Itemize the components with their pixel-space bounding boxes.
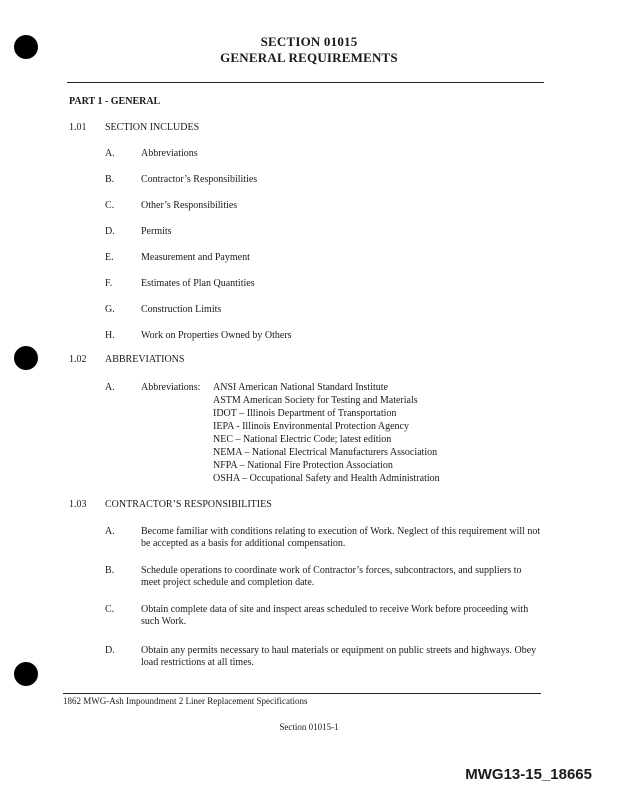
- section-number: 1.01: [69, 122, 87, 133]
- abbreviation-entry: ANSI American National Standard Institute: [213, 382, 388, 393]
- item-text: Construction Limits: [141, 304, 222, 315]
- item-letter: B.: [105, 174, 115, 185]
- header-divider: [67, 82, 544, 83]
- paragraph-text: Obtain any permits necessary to haul materials or equipment on public streets and highways. Obey load restrictions at all times.: [141, 645, 537, 668]
- binder-hole-icon: [14, 346, 38, 370]
- section-subtitle: GENERAL REQUIREMENTS: [220, 50, 398, 65]
- section-number: 1.03: [69, 499, 87, 510]
- abbreviation-entry: NEMA – National Electrical Manufacturers Association: [213, 447, 438, 458]
- section-number: 1.02: [69, 354, 87, 365]
- section-title: SECTION 01015: [260, 34, 358, 49]
- section-name: SECTION INCLUDES: [105, 122, 200, 133]
- paragraph-text: Become familiar with conditions relating to execution of Work. Neglect of this requirement will not be accepted as a basis for additional compensation.: [141, 526, 541, 549]
- abbreviation-entry: OSHA – Occupational Safety and Health Administration: [213, 473, 440, 484]
- item-text: Measurement and Payment: [141, 252, 250, 263]
- paragraph-text: Obtain complete data of site and inspect areas scheduled to receive Work before proceeding with such Work.: [141, 604, 529, 627]
- binder-hole-icon: [14, 662, 38, 686]
- footer-project-name: 1862 MWG-Ash Impoundment 2 Liner Replacement Specifications: [63, 696, 308, 706]
- item-letter: F.: [105, 278, 113, 289]
- item-letter: B.: [105, 565, 115, 576]
- item-letter: H.: [105, 330, 115, 341]
- item-letter: A.: [105, 148, 115, 159]
- footer-page-number: Section 01015-1: [279, 722, 339, 732]
- abbreviation-entry: NFPA – National Fire Protection Association: [213, 460, 393, 471]
- item-text: Contractor’s Responsibilities: [141, 174, 258, 185]
- abbreviation-entry: IDOT – Illinois Department of Transportation: [213, 408, 397, 419]
- footer-divider: [63, 693, 541, 694]
- item-letter: A.: [105, 382, 115, 393]
- item-letter: E.: [105, 252, 114, 263]
- bates-stamp: MWG13-15_18665: [465, 766, 592, 783]
- item-letter: G.: [105, 304, 115, 315]
- item-letter: A.: [105, 526, 115, 537]
- item-text: Abbreviations: [141, 148, 198, 159]
- abbreviations-label: Abbreviations:: [141, 382, 201, 393]
- item-text: Estimates of Plan Quantities: [141, 278, 255, 289]
- section-name: ABBREVIATIONS: [105, 354, 185, 365]
- item-letter: C.: [105, 200, 115, 211]
- section-name: CONTRACTOR’S RESPONSIBILITIES: [105, 499, 272, 510]
- item-text: Permits: [141, 226, 172, 237]
- abbreviation-entry: NEC – National Electric Code; latest edition: [213, 434, 392, 445]
- part-heading: PART 1 - GENERAL: [69, 96, 161, 107]
- item-letter: C.: [105, 604, 115, 615]
- abbreviation-entry: ASTM American Society for Testing and Materials: [213, 395, 418, 406]
- item-letter: D.: [105, 645, 115, 656]
- paragraph-text: Schedule operations to coordinate work of Contractor’s forces, subcontractors, and suppliers to meet project schedule and completion date.: [141, 565, 522, 588]
- item-letter: D.: [105, 226, 115, 237]
- abbreviation-entry: IEPA - Illinois Environmental Protection Agency: [213, 421, 409, 432]
- item-text: Work on Properties Owned by Others: [141, 330, 292, 341]
- item-text: Other’s Responsibilities: [141, 200, 238, 211]
